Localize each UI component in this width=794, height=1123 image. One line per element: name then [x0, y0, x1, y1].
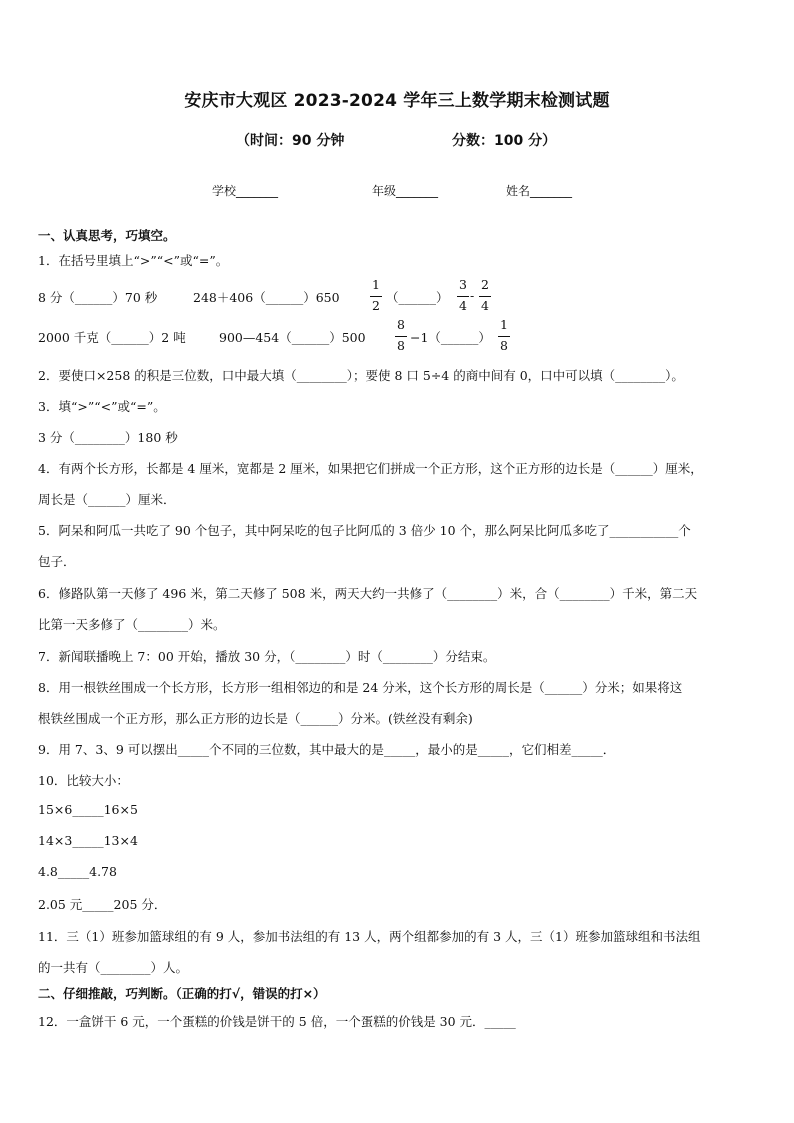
section-2-heading: 二、仔细推敲，巧判断。（正确的打√，错误的打×） — [38, 986, 326, 1001]
q10-item-b: 14×3_____13×4 — [38, 833, 138, 848]
fraction-denominator: 8 — [397, 338, 405, 353]
q1-row1-c-blank: （______） — [386, 290, 449, 305]
fraction-bar — [498, 336, 510, 337]
grade-field: 年级_______ — [372, 184, 439, 198]
q6-line-1: 6．修路队第一天修了 496 米，第二天修了 508 米，两天大约一共修了（________）米，合（________）千米，第二天 — [38, 586, 698, 601]
q1-row2-c-blank: −1（______） — [410, 330, 491, 345]
fraction-denominator: 2 — [372, 298, 380, 313]
section-1-heading: 一、认真思考，巧填空。 — [38, 228, 176, 243]
exam-score: 分数：100 分） — [452, 133, 557, 149]
q1-intro: 1．在括号里填上“>”“<”或“=”。 — [38, 253, 229, 268]
q6-line-2: 比第一天多修了（________）米。 — [38, 617, 226, 632]
fraction-bar — [479, 296, 491, 297]
fraction-bar — [457, 296, 469, 297]
q10-item-d: 2.05 元_____205 分． — [38, 897, 167, 912]
q11-line-2: 的一共有（________）人。 — [38, 960, 189, 975]
fraction-denominator: 4 — [481, 298, 489, 313]
q8-line-1: 8．用一根铁丝围成一个长方形，长方形一组相邻边的和是 24 分米，这个长方形的周长是（______）分米；如果将这 — [38, 680, 683, 695]
name-field: 姓名_______ — [506, 184, 573, 198]
q10-item-a: 15×6_____16×5 — [38, 802, 138, 817]
question-7: 7．新闻联播晚上 7：00 开始，播放 30 分，（________）时（________）分结束。 — [38, 649, 496, 664]
minus-sign: - — [470, 288, 475, 303]
q10-item-c: 4.8_____4.78 — [38, 864, 117, 879]
q10-intro: 10．比较大小： — [38, 773, 129, 788]
q11-line-1: 11．三（1）班参加篮球组的有 9 人，参加书法组的有 13 人，两个组都参加的有 3 人，三（1）班参加篮球组和书法组 — [38, 929, 701, 944]
q1-row1-a: 8 分（______）70 秒 — [38, 290, 158, 305]
q1-row2-b: 900—454（______）500 — [219, 330, 366, 345]
exam-time: （时间：90 分钟 — [236, 133, 345, 149]
q3-row: 3 分（________）180 秒 — [38, 430, 178, 445]
question-12: 12．一盒饼干 6 元，一个蛋糕的价钱是饼干的 5 倍，一个蛋糕的价钱是 30 元．_____ — [38, 1014, 516, 1029]
q5-line-1: 5．阿呆和阿瓜一共吃了 90 个包子，其中阿呆吃的包子比阿瓜的 3 倍少 10 个，那么阿呆比阿瓜多吃了___________个 — [38, 523, 691, 538]
q4-line-1: 4．有两个长方形，长都是 4 厘米，宽都是 2 厘米，如果把它们拼成一个正方形，这个正方形的边长是（______）厘米， — [38, 461, 703, 476]
question-2: 2．要使口×258 的积是三位数，口中最大填（________）；要使 8 口 5÷4 的商中间有 0，口中可以填（________）。 — [38, 368, 684, 383]
school-field: 学校_______ — [212, 184, 279, 198]
fraction-numerator: 8 — [397, 317, 405, 332]
fraction-numerator: 2 — [481, 277, 489, 292]
fraction-numerator: 3 — [459, 277, 467, 292]
q4-line-2: 周长是（______）厘米． — [38, 492, 176, 507]
exam-title: 安庆市大观区 2023-2024 学年三上数学期末检测试题 — [184, 91, 610, 111]
question-9: 9．用 7、3、9 可以摆出_____个不同的三位数，其中最大的是_____，最小的是_____，它们相差_____． — [38, 742, 616, 757]
q8-line-2: 根铁丝围成一个正方形，那么正方形的边长是（______）分米。(铁丝没有剩余) — [38, 711, 473, 726]
fraction-bar — [370, 296, 382, 297]
fraction-numerator: 1 — [372, 277, 380, 292]
fraction-denominator: 8 — [500, 338, 508, 353]
q3-intro: 3．填“>”“<”或“=”。 — [38, 399, 166, 414]
fraction-bar — [395, 336, 407, 337]
q1-row2-a: 2000 千克（______）2 吨 — [38, 330, 186, 345]
fraction-denominator: 4 — [459, 298, 467, 313]
q1-row1-b: 248＋406（______）650 — [193, 290, 340, 305]
fraction-numerator: 1 — [500, 317, 508, 332]
q5-line-2: 包子． — [38, 554, 76, 569]
